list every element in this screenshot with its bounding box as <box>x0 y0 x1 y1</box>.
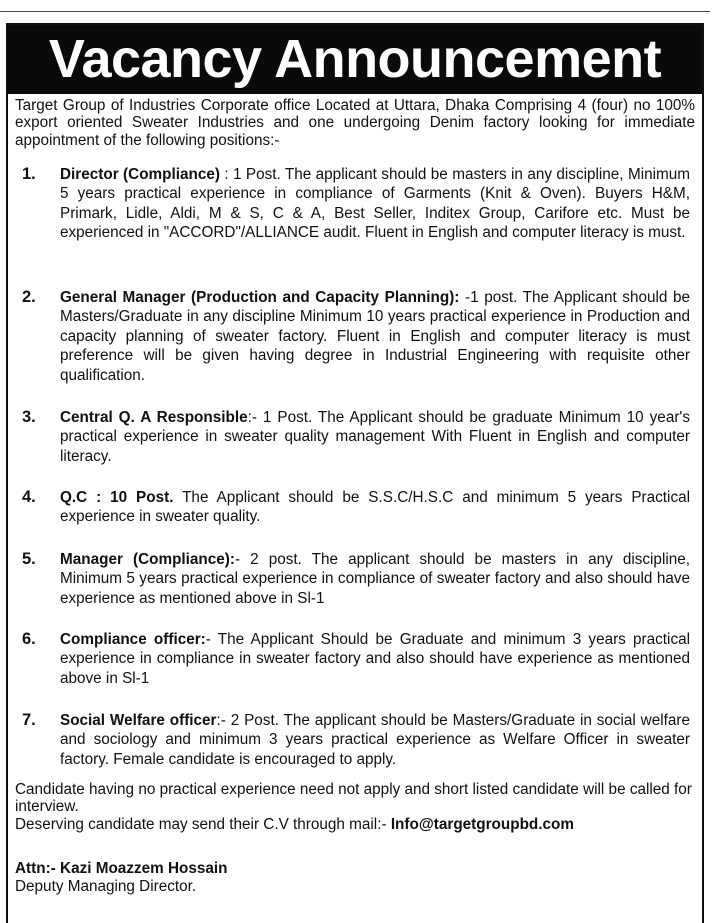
intro-paragraph: Target Group of Industries Corporate office Located at Uttara, Dhaka Comprising 4 (four) no 100% export oriented Sweater Industries and one undergoing Denim factory looking for immediate appointment of the following positions:- <box>15 97 695 149</box>
position-text: :- 2 Post. The applicant should be Masters/Graduate in social welfare and sociology and minimum 3 years practical experience as Welfare Officer in sweater factory. Female candidate is encouraged to apply. <box>60 712 690 768</box>
position-heading: Director (Compliance) <box>60 166 220 183</box>
attention-block <box>15 860 695 896</box>
position-description <box>60 408 690 466</box>
position-text: - 2 post. The applicant should be masters in any discipline, Minimum 5 years practical experience in compliance of sweater factory and also should have experience as mentioned above in Sl-1 <box>60 551 691 607</box>
position-number: 6. <box>22 630 36 648</box>
position-text: The Applicant should be S.S.C/H.S.C and minimum 5 years Practical experience in sweater quality. <box>60 489 690 526</box>
position-text: :- 1 Post. The Applicant should be graduate Minimum 10 year's practical experience in sweater quality management With Fluent in English and computer literacy. <box>60 409 690 465</box>
contact-email: Info@targetgroupbd.com <box>390 815 574 833</box>
position-number: 3. <box>22 408 36 426</box>
position-description <box>60 288 690 385</box>
page-title: Vacancy Announcement <box>48 29 662 89</box>
position-heading: General Manager (Production and Capacity Planning): <box>60 289 460 306</box>
position-item-6 <box>8 630 690 688</box>
attention-designation: Deputy Managing Director. <box>15 877 197 895</box>
position-number: 2. <box>22 288 36 306</box>
top-rule <box>0 11 710 12</box>
mail-line <box>15 816 695 833</box>
position-heading: Social Welfare officer <box>60 712 217 729</box>
position-number: 4. <box>22 488 36 506</box>
title-banner <box>8 25 702 94</box>
position-heading: Central Q. A Responsible <box>60 409 248 426</box>
position-description <box>60 630 690 688</box>
position-item-4 <box>8 488 690 527</box>
position-item-7 <box>8 711 690 769</box>
position-description <box>60 550 690 608</box>
position-text: -1 post. The Applicant should be Masters/Graduate in any discipline Minimum 10 years practical experience in Production and capacity planning of sweater factory. Fluent in English and computer literacy is must preference will be given having degree in Industrial Engineering with requisite other qualification. <box>60 289 690 384</box>
attention-name: Attn:- Kazi Moazzem Hossain <box>15 860 228 877</box>
position-text: : 1 Post. The applicant should be masters in any discipline, Minimum 5 years practical experience in compliance of Garments (Knit & Oven). Buyers H&M, Primark, Lidle, Aldi, M & S, C & A, Best Seller, Inditex Group, Carifore etc. Must be experienced in "ACCORD"/ALLIANCE audit. Fluent in English and computer literacy is must. <box>60 166 690 242</box>
position-number: 7. <box>22 711 36 729</box>
shortlist-note: Candidate having no practical experience need not apply and short listed candidate will be called for interview. <box>15 781 692 816</box>
mail-prefix: Deserving candidate may send their C.V through mail:- <box>15 815 391 833</box>
position-item-2 <box>8 288 690 385</box>
position-item-5 <box>8 550 690 608</box>
position-number: 5. <box>22 550 36 568</box>
position-heading: Compliance officer: <box>60 631 206 648</box>
position-description <box>60 711 690 769</box>
announcement-frame <box>6 23 704 923</box>
position-text: - The Applicant Should be Graduate and minimum 3 years practical experience in compliance in sweater factory and also should have experience as mentioned above in Sl-1 <box>60 631 691 687</box>
position-number: 1. <box>22 165 36 183</box>
position-heading: Q.C : 10 Post. <box>60 489 174 506</box>
position-description <box>60 165 690 243</box>
position-item-3 <box>8 408 690 466</box>
position-heading: Manager (Compliance): <box>60 551 235 568</box>
position-item-1 <box>8 165 690 243</box>
application-instructions <box>15 781 695 833</box>
position-description <box>60 488 690 527</box>
